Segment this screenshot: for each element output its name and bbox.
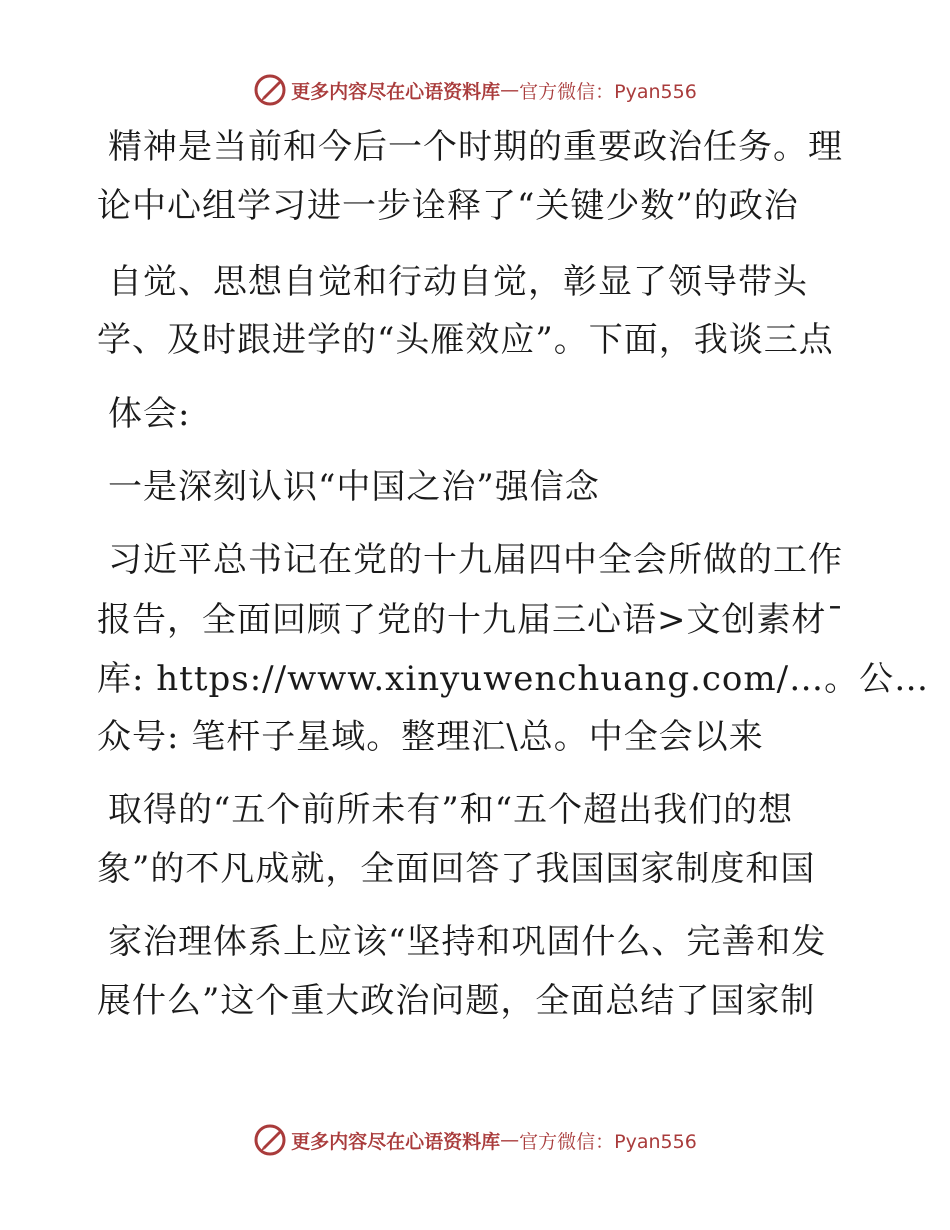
section-heading: 一是深刻认识“中国之治”强信念 (108, 467, 600, 507)
banner-contact: 官方微信：Pyan556 (519, 1130, 697, 1153)
banner-contact: 官方微信：Pyan556 (519, 80, 697, 103)
footer-banner (0, 1120, 950, 1160)
text-line: 库: https://www.xinyuwenchuang.com/…。公… (97, 659, 930, 699)
header-banner (0, 70, 950, 110)
banner-text: 更多内容尽在心语资料库 (291, 80, 501, 103)
text-line: 体会: (108, 394, 191, 434)
text-line: 取得的“五个前所未有”和“五个超出我们的想 (108, 790, 794, 830)
text-line: 家治理体系上应该“坚持和巩固什么、完善和发 (108, 922, 827, 962)
text-line: 报告，全面回顾了党的十九届三心语>文创素材¯ (97, 600, 845, 640)
text-line: 习近平总书记在党的十九届四中全会所做的工作 (108, 540, 843, 580)
text-line: 展什么”这个重大政治问题，全面总结了国家制 (97, 981, 816, 1021)
text-line: 自觉、思想自觉和行动自觉，彰显了领导带头 (108, 262, 808, 302)
banner-separator: — (500, 79, 520, 101)
text-line: 精神是当前和今后一个时期的重要政治任务。理 (108, 127, 843, 167)
text-line: 学、及时跟进学的“头雁效应”。下面，我谈三点 (97, 320, 834, 360)
text-line: 论中心组学习进一步诠释了“关键少数”的政治 (97, 186, 799, 226)
text-line: 众号: 笔杆子星域。整理汇\总。中全会以来 (97, 717, 764, 757)
banner-separator: — (500, 1129, 520, 1151)
banner-text: 更多内容尽在心语资料库 (291, 1130, 501, 1153)
text-line: 象”的不凡成就，全面回答了我国国家制度和国 (97, 849, 816, 889)
quill-pen-logo-icon (253, 1123, 287, 1157)
quill-pen-logo-icon (253, 73, 287, 107)
